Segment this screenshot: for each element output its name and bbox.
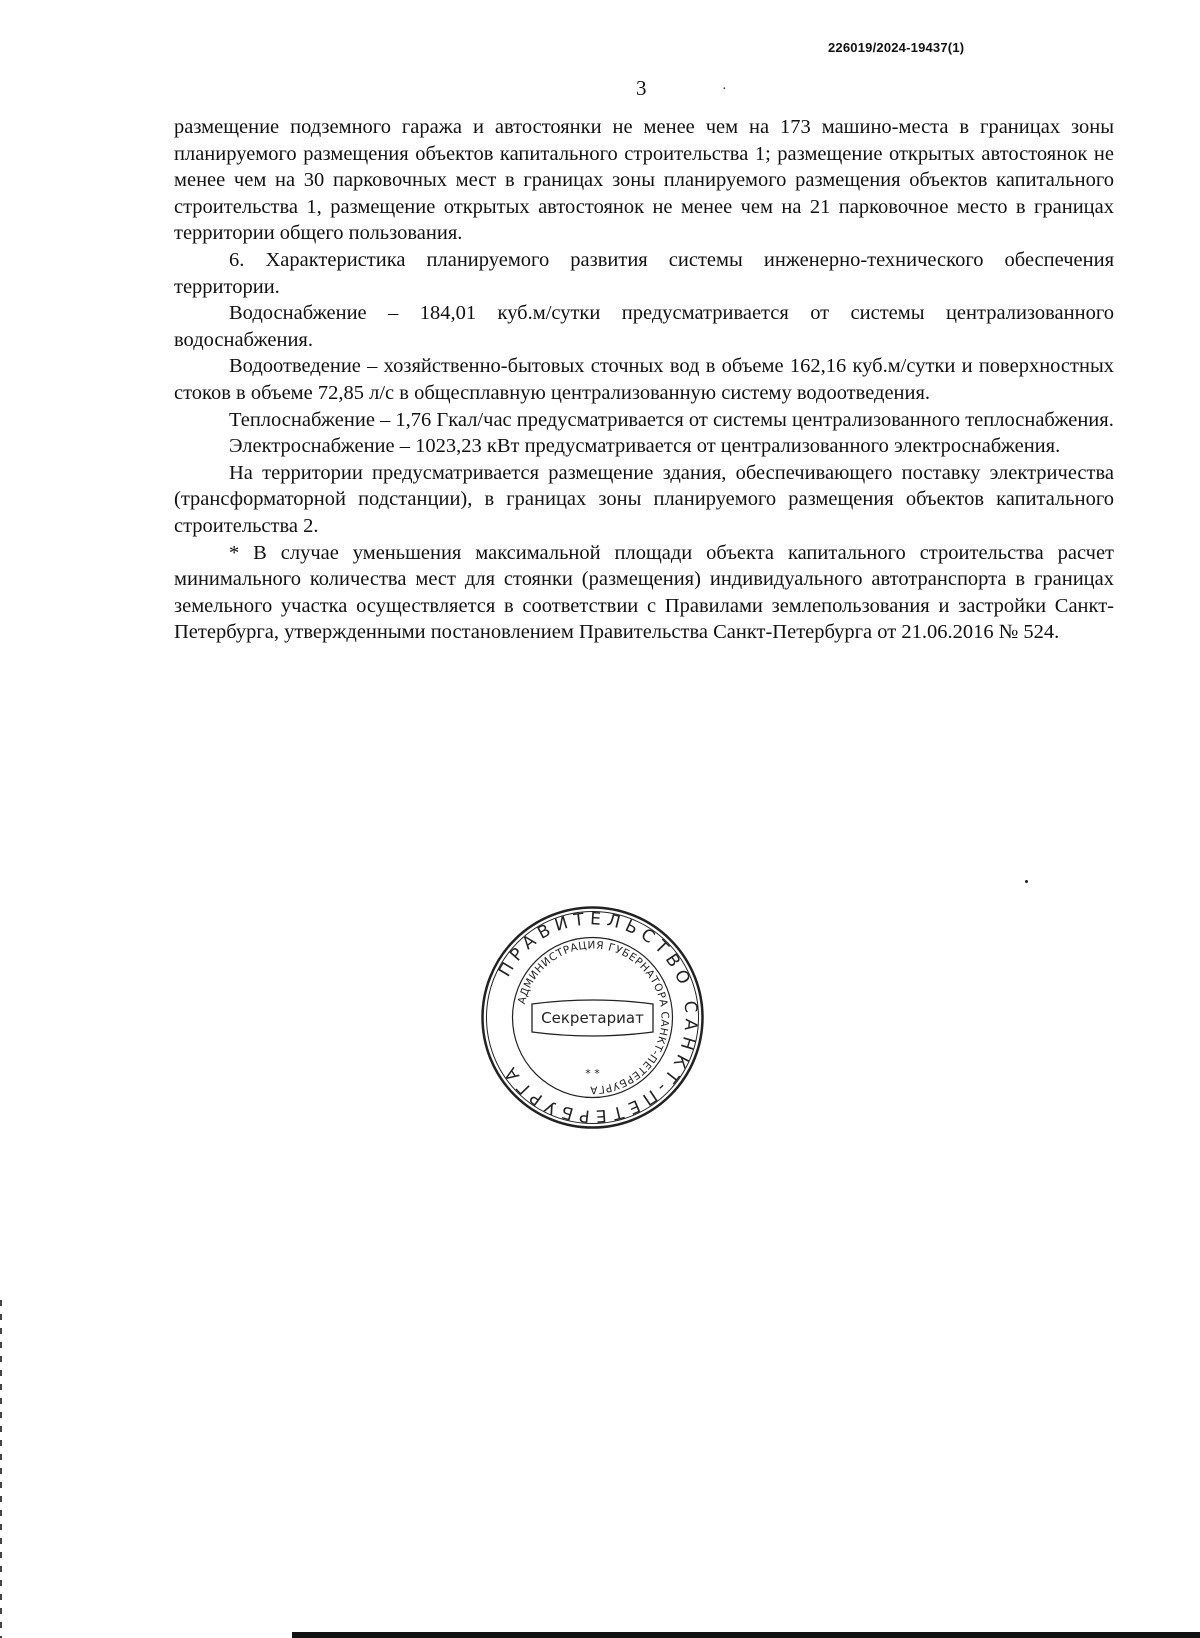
- secretariat-seal-stamp: [480, 905, 705, 1130]
- document-number: 226019/2024-19437(1): [828, 40, 965, 55]
- scan-speck: [1025, 880, 1028, 883]
- paragraph-power-supply: Электроснабжение – 1023,23 кВт предусматривается от централизованного электроснабжения.: [229, 435, 1061, 458]
- paragraph-water-supply: Водоснабжение – 184,01 куб.м/сутки предусматривается от системы централизованного водоснабжения.: [174, 302, 1114, 351]
- stamp-outer-text: ПРАВИТЕЛЬСТВО САНКТ-ПЕТЕРБУРГА: [495, 909, 701, 1126]
- document-body: [174, 114, 1114, 646]
- paragraph-drainage: Водоотведение – хозяйственно-бытовых сточных вод в объеме 162,16 куб.м/сутки и поверхностных стоков в объеме 72,85 л/с в общесплавную централизованную систему водоотведения.: [174, 355, 1114, 404]
- stamp-stars: * *: [585, 1067, 600, 1080]
- scan-bottom-edge: [292, 1632, 1200, 1638]
- paragraph-footnote: * В случае уменьшения максимальной площади объекта капитального строительства расчет минимального количества мест для стоянки (размещения) индивидуального автотранспорта в границах земельного участка осуществляется в соответствии с Правилами землепользования и застройки Санкт-Петербурга, утвержденными постановлением Правительства Санкт-Петербурга от 21.06.2016 № 524.: [174, 541, 1114, 644]
- stamp-inner-text: АДМИНИСТРАЦИЯ ГУБЕРНАТОРА САНКТ-ПЕТЕРБУРГА: [515, 939, 671, 1096]
- scan-left-edge: [0, 1300, 2, 1638]
- paragraph-parking: размещение подземного гаража и автостоянки не менее чем на 173 машино-места в границах зоны планируемого размещения объектов капитального строительства 1; размещение открытых автостоянок не менее чем на 30 парковочных мест в границах зоны планируемого размещения объектов капитального строительства 1, размещение открытых автостоянок не менее чем на 21 парковочное место в границах территории общего пользования.: [174, 116, 1114, 245]
- paragraph-substation: На территории предусматривается размещение здания, обеспечивающего поставку электричества (трансформаторной подстанции), в границах зоны планируемого размещения объектов капитального строительства 2.: [174, 461, 1114, 537]
- stamp-center-text: Секретариат: [541, 1009, 644, 1027]
- paragraph-engineering-heading: 6. Характеристика планируемого развития системы инженерно-технического обеспечения территории.: [174, 248, 1114, 298]
- scan-speck: ·: [722, 82, 727, 97]
- paragraph-heat-supply: Теплоснабжение – 1,76 Гкал/час предусматривается от системы централизованного теплоснабжения.: [229, 408, 1114, 431]
- page-number: 3: [636, 76, 647, 100]
